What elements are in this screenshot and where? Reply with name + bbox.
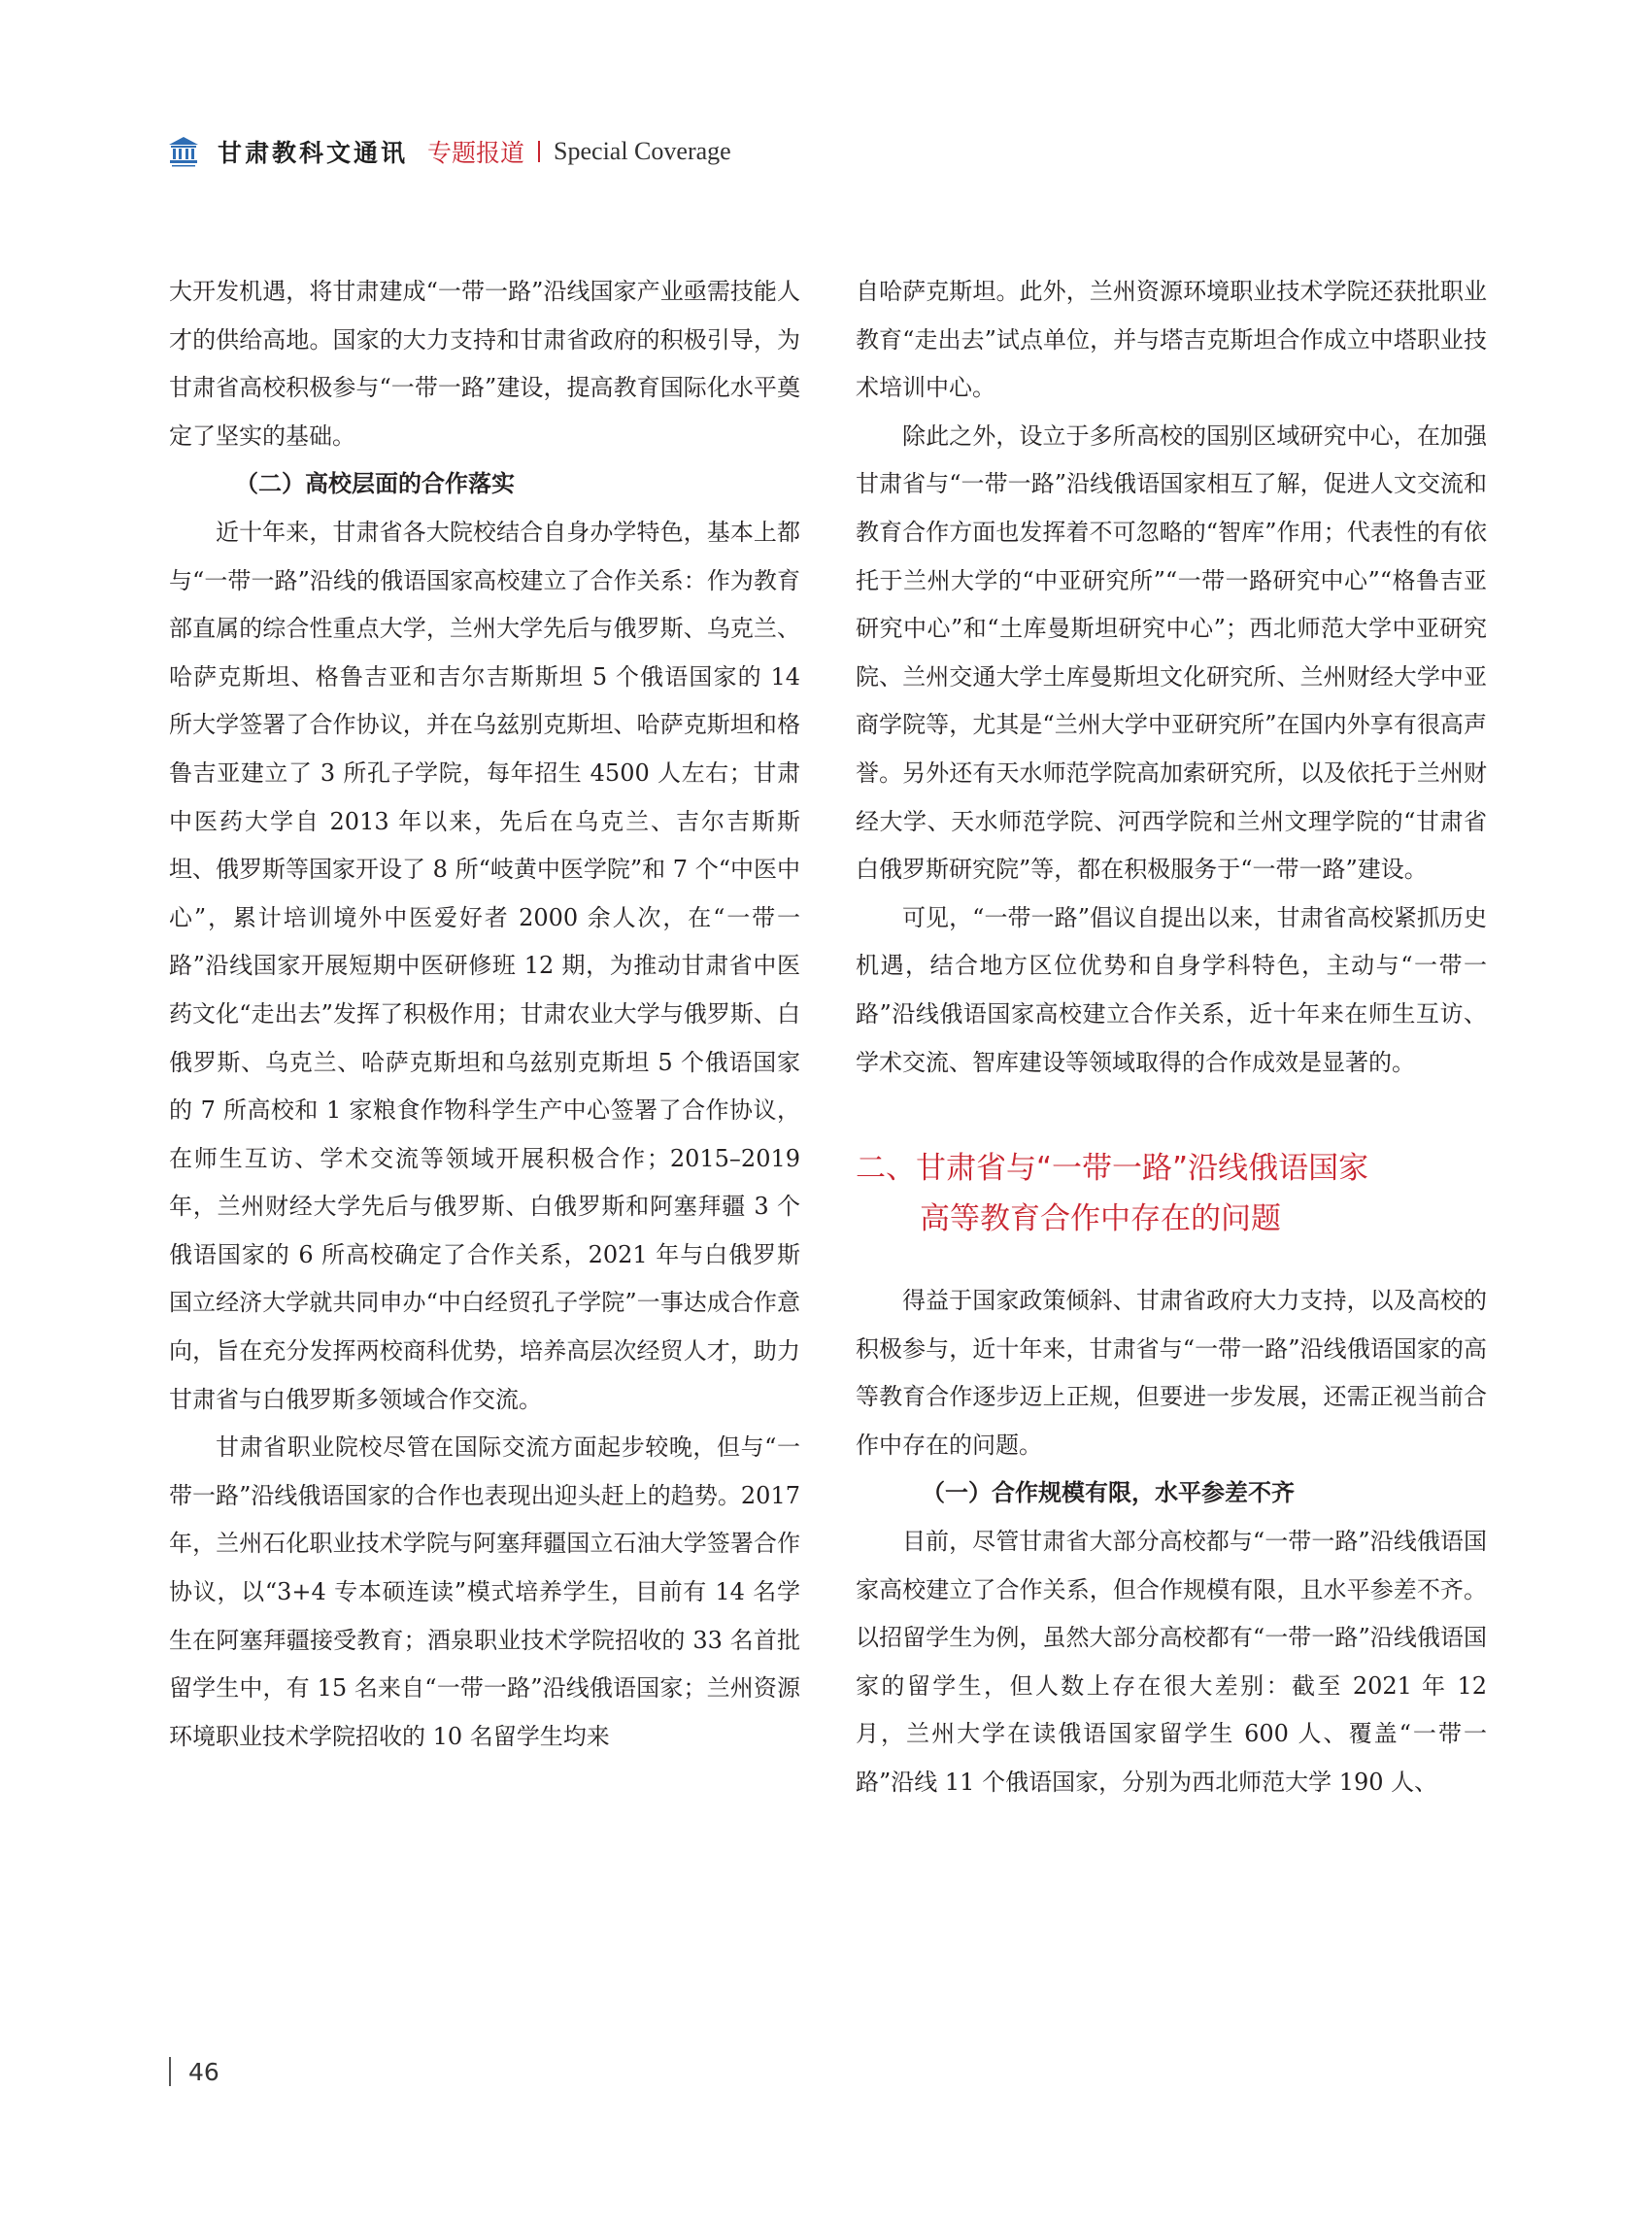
section-heading [856,1143,1487,1244]
paragraph-intro: 大开发机遇，将甘肃建成“一带一路”沿线国家产业亟需技能人才的供给高地。国家的大力支持和甘肃省政府的积极引导，为甘肃省高校积极参与“一带一路”建设，提高教育国际化水平奠定了坚实的基础。 [169,278,800,450]
paragraph-continued: 自哈萨克斯坦。此外，兰州资源环境职业技术学院还获批职业教育“走出去”试点单位，并与塔吉克斯坦合作成立中塔职业技术培训中心。 [856,278,1487,402]
subheading-university-cooperation: （二）高校层面的合作落实 [235,470,515,498]
section-heading-line-2: 高等教育合作中存在的问题 [920,1201,1281,1237]
page-header [167,130,731,173]
publication-title: 甘肃教科文通讯 [218,139,409,167]
paragraph-summary: 可见，“一带一路”倡议自提出以来，甘肃省高校紧抓历史机遇，结合地方区位优势和自身学科特色，主动与“一带一路”沿线俄语国家高校建立合作关系，近十年来在师生互访、学术交流、智库建设等领域取得的合作成效是显著的。 [856,903,1487,1076]
section-heading-line-1: 二、甘肃省与“一带一路”沿线俄语国家 [856,1151,1369,1187]
paragraph-research-centers: 除此之外，设立于多所高校的国别区域研究中心，在加强甘肃省与“一带一路”沿线俄语国家相互了解，促进人文交流和教育合作方面也发挥着不可忽略的“智库”作用；代表性的有依托于兰州大学的“中亚研究所”“一带一路研究中心”“格鲁吉亚研究中心”和“土库曼斯坦研究中心”；西北师范大学中亚研究院、兰州交通大学土库曼斯坦文化研究所、兰州财经大学中亚商学院等，尤其是“兰州大学中亚研究所”在国内外享有很高声誉。另外还有天水师范学院高加索研究所，以及依托于兰州财经大学、天水师范学院、河西学院和兰州文理学院的“甘肃省白俄罗斯研究院”等，都在积极服务于“一带一路”建设。 [856,421,1487,884]
footer-divider [169,2057,171,2086]
paragraph-universities: 近十年来，甘肃省各大院校结合自身办学特色，基本上都与“一带一路”沿线的俄语国家高校建立了合作关系：作为教育部直属的综合性重点大学，兰州大学先后与俄罗斯、乌克兰、哈萨克斯坦、格鲁吉亚和吉尔吉斯斯坦 5 个俄语国家的 14 所大学签署了合作协议，并在乌兹别克斯坦、哈萨克斯坦和格鲁吉亚建立了 3 所孔子学院，每年招生 4500 人左右；甘肃中医药大学自 2013 年以来，先后在乌克兰、吉尔吉斯斯坦、俄罗斯等国家开设了 8 所“岐黄中医学院”和 7 个“中医中心”，累计培训境外中医爱好者 2000 余人次，在“一带一路”沿线国家开展短期中医研修班 12 期，为推动甘肃省中医药文化“走出去”发挥了积极作用；甘肃农业大学与俄罗斯、白俄罗斯、乌克兰、哈萨克斯坦和乌兹别克斯坦 5 个俄语国家的 7 所高校和 1 家粮食作物科学生产中心签署了合作协议，在师生互访、学术交流等领域开展积极合作；2015–2019 年，兰州财经大学先后与俄罗斯、白俄罗斯和阿塞拜疆 3 个俄语国家的 6 所高校确定了合作关系，2021 年与白俄罗斯国立经济大学就共同申办“中白经贸孔子学院”一事达成合作意向，旨在充分发挥两校商科优势，培养高层次经贸人才，助力甘肃省与白俄罗斯多领域合作交流。 [169,518,800,1413]
paragraph-vocational: 甘肃省职业院校尽管在国际交流方面起步较晚，但与“一带一路”沿线俄语国家的合作也表现出迎头赶上的趋势。2017 年，兰州石化职业技术学院与阿塞拜疆国立石油大学签署合作协议，以“3+4 专本硕连读”模式培养学生，目前有 14 名学生在阿塞拜疆接受教育；酒泉职业技术学院招收的 33 名首批留学生中，有 15 名来自“一带一路”沿线俄语国家；兰州资源环境职业技术学院招收的 10 名留学生均来 [169,1433,800,1750]
header-divider [538,141,540,162]
left-column [169,268,800,1761]
section-name-english: Special Coverage [554,137,731,165]
section-name: 专题报道 [427,139,525,167]
paragraph-problems: 得益于国家政策倾斜、甘肃省政府大力支持，以及高校的积极参与，近十年来，甘肃省与“一带一路”沿线俄语国家的高等教育合作逐步迈上正规，但要进一步发展，还需正视当前合作中存在的问题。 [856,1287,1487,1459]
page-number: 46 [188,2057,219,2086]
subheading-limited-scale: （一）合作规模有限，水平参差不齐 [922,1479,1295,1507]
right-column [856,268,1487,1807]
paragraph-scale: 目前，尽管甘肃省大部分高校都与“一带一路”沿线俄语国家高校建立了合作关系，但合作规模有限，且水平参差不齐。以招留学生为例，虽然大部分高校都有“一带一路”沿线俄语国家的留学生，但人数上存在很大差别：截至 2021 年 12 月，兰州大学在读俄语国家留学生 600 人、覆盖“一带一路”沿线 11 个俄语国家，分别为西北师范大学 190 人、 [856,1528,1487,1797]
page-footer [169,2052,219,2091]
building-columns-icon [167,135,200,168]
